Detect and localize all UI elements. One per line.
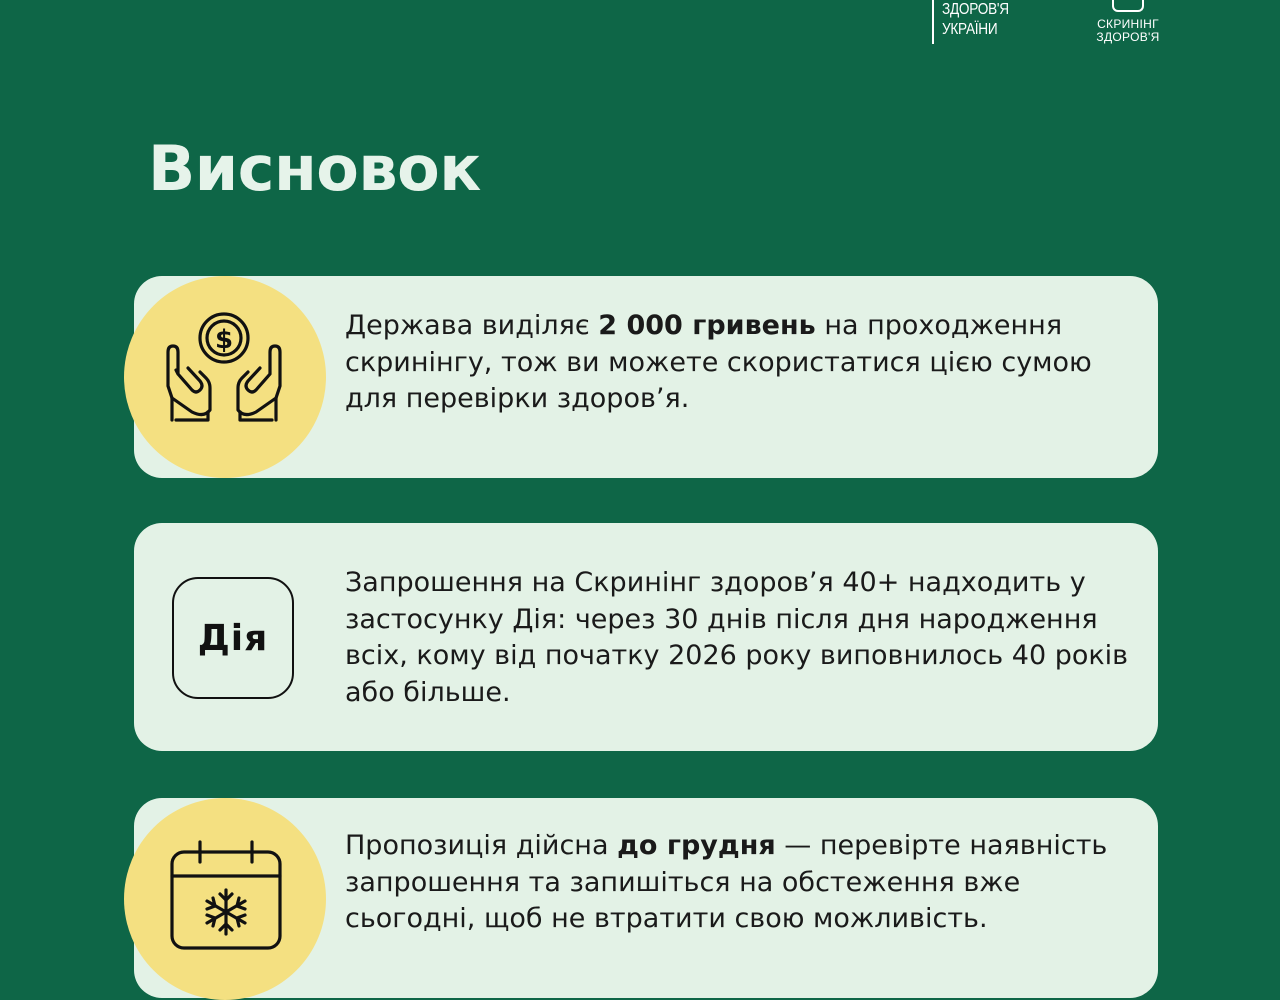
card3-text-after: — перевірте наявність запрошення та запишіться на обстеження вже сьогодні, щоб не втратити свою можливість. bbox=[345, 830, 1108, 934]
card-text-diia: Запрошення на Скринінг здоров’я 40+ надходить у застосунку Дія: через 30 днів після дня народження всіх, кому від початку 2026 року виповнилось 40 років або більше. bbox=[345, 567, 1129, 708]
svg-text:$: $ bbox=[214, 325, 234, 355]
page-title: Висновок bbox=[148, 132, 481, 205]
card-text-funding bbox=[345, 308, 1145, 418]
hands-coin-icon bbox=[162, 308, 286, 430]
card3-text-bold: до грудня bbox=[617, 830, 776, 861]
screening-logo bbox=[1088, 0, 1168, 44]
ministry-logo bbox=[932, 0, 1021, 44]
card-text-deadline bbox=[345, 828, 1145, 938]
ministry-logo-line2: УКРАЇНИ bbox=[942, 21, 998, 38]
screening-logo-line2: ЗДОРОВ'Я bbox=[1096, 30, 1160, 44]
screening-logo-line1: СКРИНІНГ bbox=[1097, 17, 1159, 31]
diia-app-icon bbox=[172, 577, 294, 699]
diia-app-label: Дія bbox=[197, 617, 269, 659]
card1-text-bold: 2 000 гривень bbox=[598, 310, 816, 341]
card1-text-after: на проходження скринінгу, тож ви можете скористатися цією сумою для перевірки здоров’я. bbox=[345, 310, 1092, 414]
ministry-logo-line1: ЗДОРОВ'Я bbox=[942, 1, 1009, 18]
screening-logo-mark bbox=[1112, 0, 1144, 12]
card1-text-before: Держава виділяє bbox=[345, 310, 599, 341]
card3-text-before: Пропозиція дійсна bbox=[345, 830, 618, 861]
calendar-snowflake-icon bbox=[168, 838, 284, 954]
